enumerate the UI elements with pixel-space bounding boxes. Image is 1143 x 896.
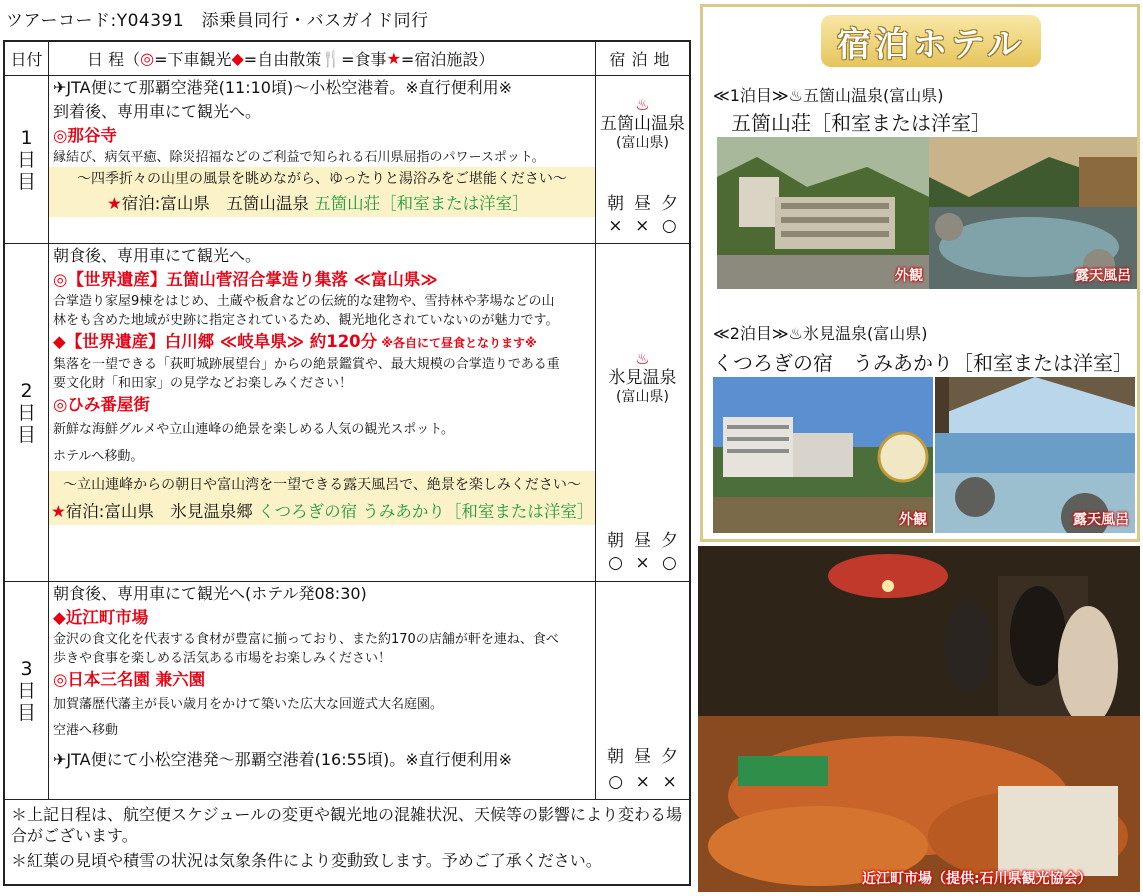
night1-exterior-photo: [717, 137, 929, 289]
day1-stay-hotel: 五箇山荘［和室または洋室］: [314, 194, 529, 213]
hotel-panel: [700, 4, 1140, 542]
day2-stay: [49, 499, 595, 525]
day2-stay-info: [596, 350, 689, 406]
note-1a: ＊上記日程は、航空便スケジュールの変更や観光地の混雑状況、天候等の影響により変わる場: [11, 805, 683, 824]
night2-heading: ≪2泊目≫♨氷見温泉(富山県): [713, 324, 928, 343]
day3-intro: 朝食後、専用車にて観光へ(ホテル発08:30): [53, 584, 367, 603]
night2-exterior-photo: [713, 377, 933, 533]
night2-bath-photo: [935, 377, 1135, 533]
day1-stay-pref: (富山県): [616, 135, 669, 151]
meal-lunch-value: ×: [635, 216, 650, 236]
day3-meal-values: [596, 772, 689, 792]
night1-bath-tag: 露天風呂: [1075, 268, 1131, 284]
legend-sight-label: =下車観光: [154, 50, 232, 69]
day2-stay-pref: (富山県): [616, 389, 669, 405]
day1-stay-name: 五箇山温泉: [600, 114, 685, 134]
day2-spot-himi: ◎ひみ番屋街: [53, 395, 150, 414]
day1-label: 1日目: [16, 126, 36, 193]
legend-stay-icon: ★: [386, 49, 401, 68]
meal-lunch-label: 昼: [634, 531, 651, 551]
day2-label: 2日目: [16, 379, 36, 446]
day3-meal-labels: [596, 742, 689, 767]
note-1b: 合がございます。: [11, 826, 138, 845]
day1-stay-info: [596, 96, 689, 152]
day1-stay: [49, 191, 595, 217]
day3-spot-omicho-desc-2: 歩きや食事を楽しめる活気ある市場をお楽しみください！: [53, 651, 392, 666]
day2-stay-name: 氷見温泉: [608, 368, 677, 388]
day2-stay-text: 宿泊:富山県 氷見温泉郷: [65, 502, 259, 521]
meal-breakfast-label: 朝: [607, 194, 624, 214]
day1-mood: ～四季折々の山里の風景を眺めながら、ゆったりと湯浴みをご堪能ください～: [49, 167, 595, 191]
header-schedule-title: 日 程（: [87, 50, 141, 69]
legend-sight-icon: ◎: [140, 49, 155, 68]
meal-breakfast-value: ○: [608, 553, 624, 573]
onsen-icon: ♨: [635, 95, 650, 114]
table-header: [5, 42, 689, 76]
day1-stay-star-icon: ★: [107, 194, 122, 213]
night2-exterior-tag: 外観: [899, 512, 927, 528]
header-day: 日付: [5, 42, 49, 75]
onsen-icon: ♨: [635, 349, 650, 368]
meal-lunch-label: 昼: [634, 747, 651, 767]
night1-bath-photo: [929, 137, 1137, 289]
meal-lunch-value: ×: [635, 553, 650, 573]
tour-code: ツアーコード:Y04391 添乗員同行・バスガイド同行: [6, 11, 429, 31]
day1-transfer: 到着後、専用車にて観光へ。: [53, 102, 262, 121]
day1-meal-labels: [596, 189, 689, 214]
header-schedule: [49, 42, 596, 75]
day3-flight: ✈JTA便にて小松空港発～那覇空港着(16:55頃)。※直行便利用※: [53, 750, 513, 769]
legend-walk-label: =自由散策: [243, 50, 322, 69]
day2-spot-gokayama-desc-2: 林をも含めた地域が史跡に指定されているため、観光地化されていないのが魅力です。: [53, 313, 559, 328]
day3-row: [5, 582, 689, 800]
day2-spot-gokayama-desc-1: 合掌造り家屋9棟をはじめ、土蔵や板倉などの伝統的な建物や、雪持林や茅場などの山: [53, 294, 555, 309]
night2-bath-tag: 露天風呂: [1073, 512, 1129, 528]
day2-meal-labels: [596, 526, 689, 551]
meal-dinner-label: 夕: [661, 531, 678, 551]
day2-spot-shirakawago: [49, 330, 595, 355]
meal-dinner-value: ○: [661, 553, 677, 573]
meal-lunch-value: ×: [635, 772, 650, 792]
meal-breakfast-label: 朝: [607, 531, 624, 551]
day1-meal-values: [596, 216, 689, 236]
day1-flight: ✈JTA便にて那覇空港発(11:10頃)～小松空港着。※直行便利用※: [53, 78, 513, 97]
day2-spot-himi-desc: 新鮮な海鮮グルメや立山連峰の絶景を楽しめる人気の観光スポット。: [53, 422, 455, 437]
hotel-panel-title: 宿泊ホテル: [821, 15, 1041, 67]
day3-label-cell: [5, 582, 49, 799]
day1-stay-text: 宿泊:富山県 五箇山温泉: [121, 194, 315, 213]
day2-move: ホテルへ移動。: [53, 449, 144, 464]
night1-heading: ≪1泊目≫♨五箇山温泉(富山県): [713, 86, 944, 105]
day3-airport: 空港へ移動: [53, 723, 119, 738]
meal-dinner-value: ×: [662, 772, 677, 792]
header-stay: 宿泊地: [609, 50, 676, 69]
legend-walk-icon: ◆: [231, 49, 244, 68]
meal-breakfast-value: ○: [608, 772, 624, 792]
day2-label-cell: [5, 244, 49, 581]
meal-breakfast-label: 朝: [607, 747, 624, 767]
itinerary-table: [3, 40, 691, 886]
night1-hotel-name: 五箇山荘［和室または洋室］: [731, 111, 991, 135]
day3-spot-omicho-desc-1: 金沢の食文化を代表する食材が豊富に揃っており、また約170の店舗が軒を連ね、食べ: [53, 632, 559, 647]
day2-stay-star-icon: ★: [51, 502, 66, 521]
meal-lunch-label: 昼: [634, 194, 651, 214]
day2-mood: ～立山連峰からの朝日や富山湾を一望できる露天風呂で、絶景を楽しみください～: [49, 471, 595, 499]
note-2: ＊紅葉の見頃や積雪の状況は気象条件により変動致します。予めご了承ください。: [11, 851, 602, 870]
day2-meal-values: [596, 553, 689, 573]
day2-spot-shirakawago-title: ◆【世界遺産】白川郷 ≪岐阜県≫ 約120分: [53, 332, 378, 351]
omicho-market-photo: [698, 546, 1140, 892]
day1-spot-nata: ◎那谷寺: [53, 126, 117, 145]
day1-label-cell: [5, 76, 49, 243]
day3-label: 3日目: [16, 657, 36, 724]
day2-schedule: [49, 244, 596, 581]
day2-stay-cell: [596, 244, 689, 581]
day3-spot-kenrokuen: ◎日本三名園 兼六園: [53, 670, 206, 689]
legend-meal-icon: 🍴: [321, 49, 342, 68]
day2-stay-hotel: くつろぎの宿 うみあかり［和室または洋室］: [258, 502, 594, 521]
day2-spot-shirakawago-desc-1: 集落を一望できる「荻町城跡展望台」からの絶景鑑賞や、最大規模の合掌造りである重: [53, 357, 560, 372]
day2-spot-gokayama: ◎【世界遺産】五箇山菅沼合掌造り集落 ≪富山県≫: [53, 270, 438, 289]
meal-breakfast-value: ×: [608, 216, 623, 236]
night1-exterior-tag: 外観: [895, 268, 923, 284]
market-caption: 近江町市場（提供:石川県観光協会）: [862, 871, 1092, 887]
day3-schedule: [49, 582, 596, 799]
day3-stay-cell: [596, 582, 689, 799]
crab-market-image: [698, 546, 1140, 892]
day2-intro: 朝食後、専用車にて観光へ。: [53, 246, 262, 265]
legend-stay-label: =宿泊施設）: [400, 50, 495, 69]
day2-row: [5, 244, 689, 582]
night2-hotel-name: くつろぎの宿 うみあかり［和室または洋室］: [713, 351, 1133, 375]
day2-spot-shirakawago-desc-2: 要文化財「和田家」の見学などお楽しみください！: [53, 376, 353, 391]
day1-stay-cell: [596, 76, 689, 243]
meal-dinner-label: 夕: [661, 194, 678, 214]
day2-spot-shirakawago-note: ※各自にて昼食となります※: [377, 336, 537, 350]
day1-schedule: [49, 76, 596, 243]
day1-spot-nata-desc: 縁結び、病気平癒、除災招福などのご利益で知られる石川県屈指のパワースポット。: [53, 150, 545, 165]
day3-spot-kenrokuen-desc: 加賀藩歴代藩主が長い歳月をかけて築いた広大な回遊式大名庭園。: [53, 697, 444, 712]
day3-spot-omicho: ◆近江町市場: [53, 608, 149, 627]
legend-meal-label: =食事: [341, 50, 387, 69]
notes: [5, 800, 689, 884]
meal-dinner-label: 夕: [661, 747, 678, 767]
meal-dinner-value: ○: [661, 216, 677, 236]
day1-row: [5, 76, 689, 244]
